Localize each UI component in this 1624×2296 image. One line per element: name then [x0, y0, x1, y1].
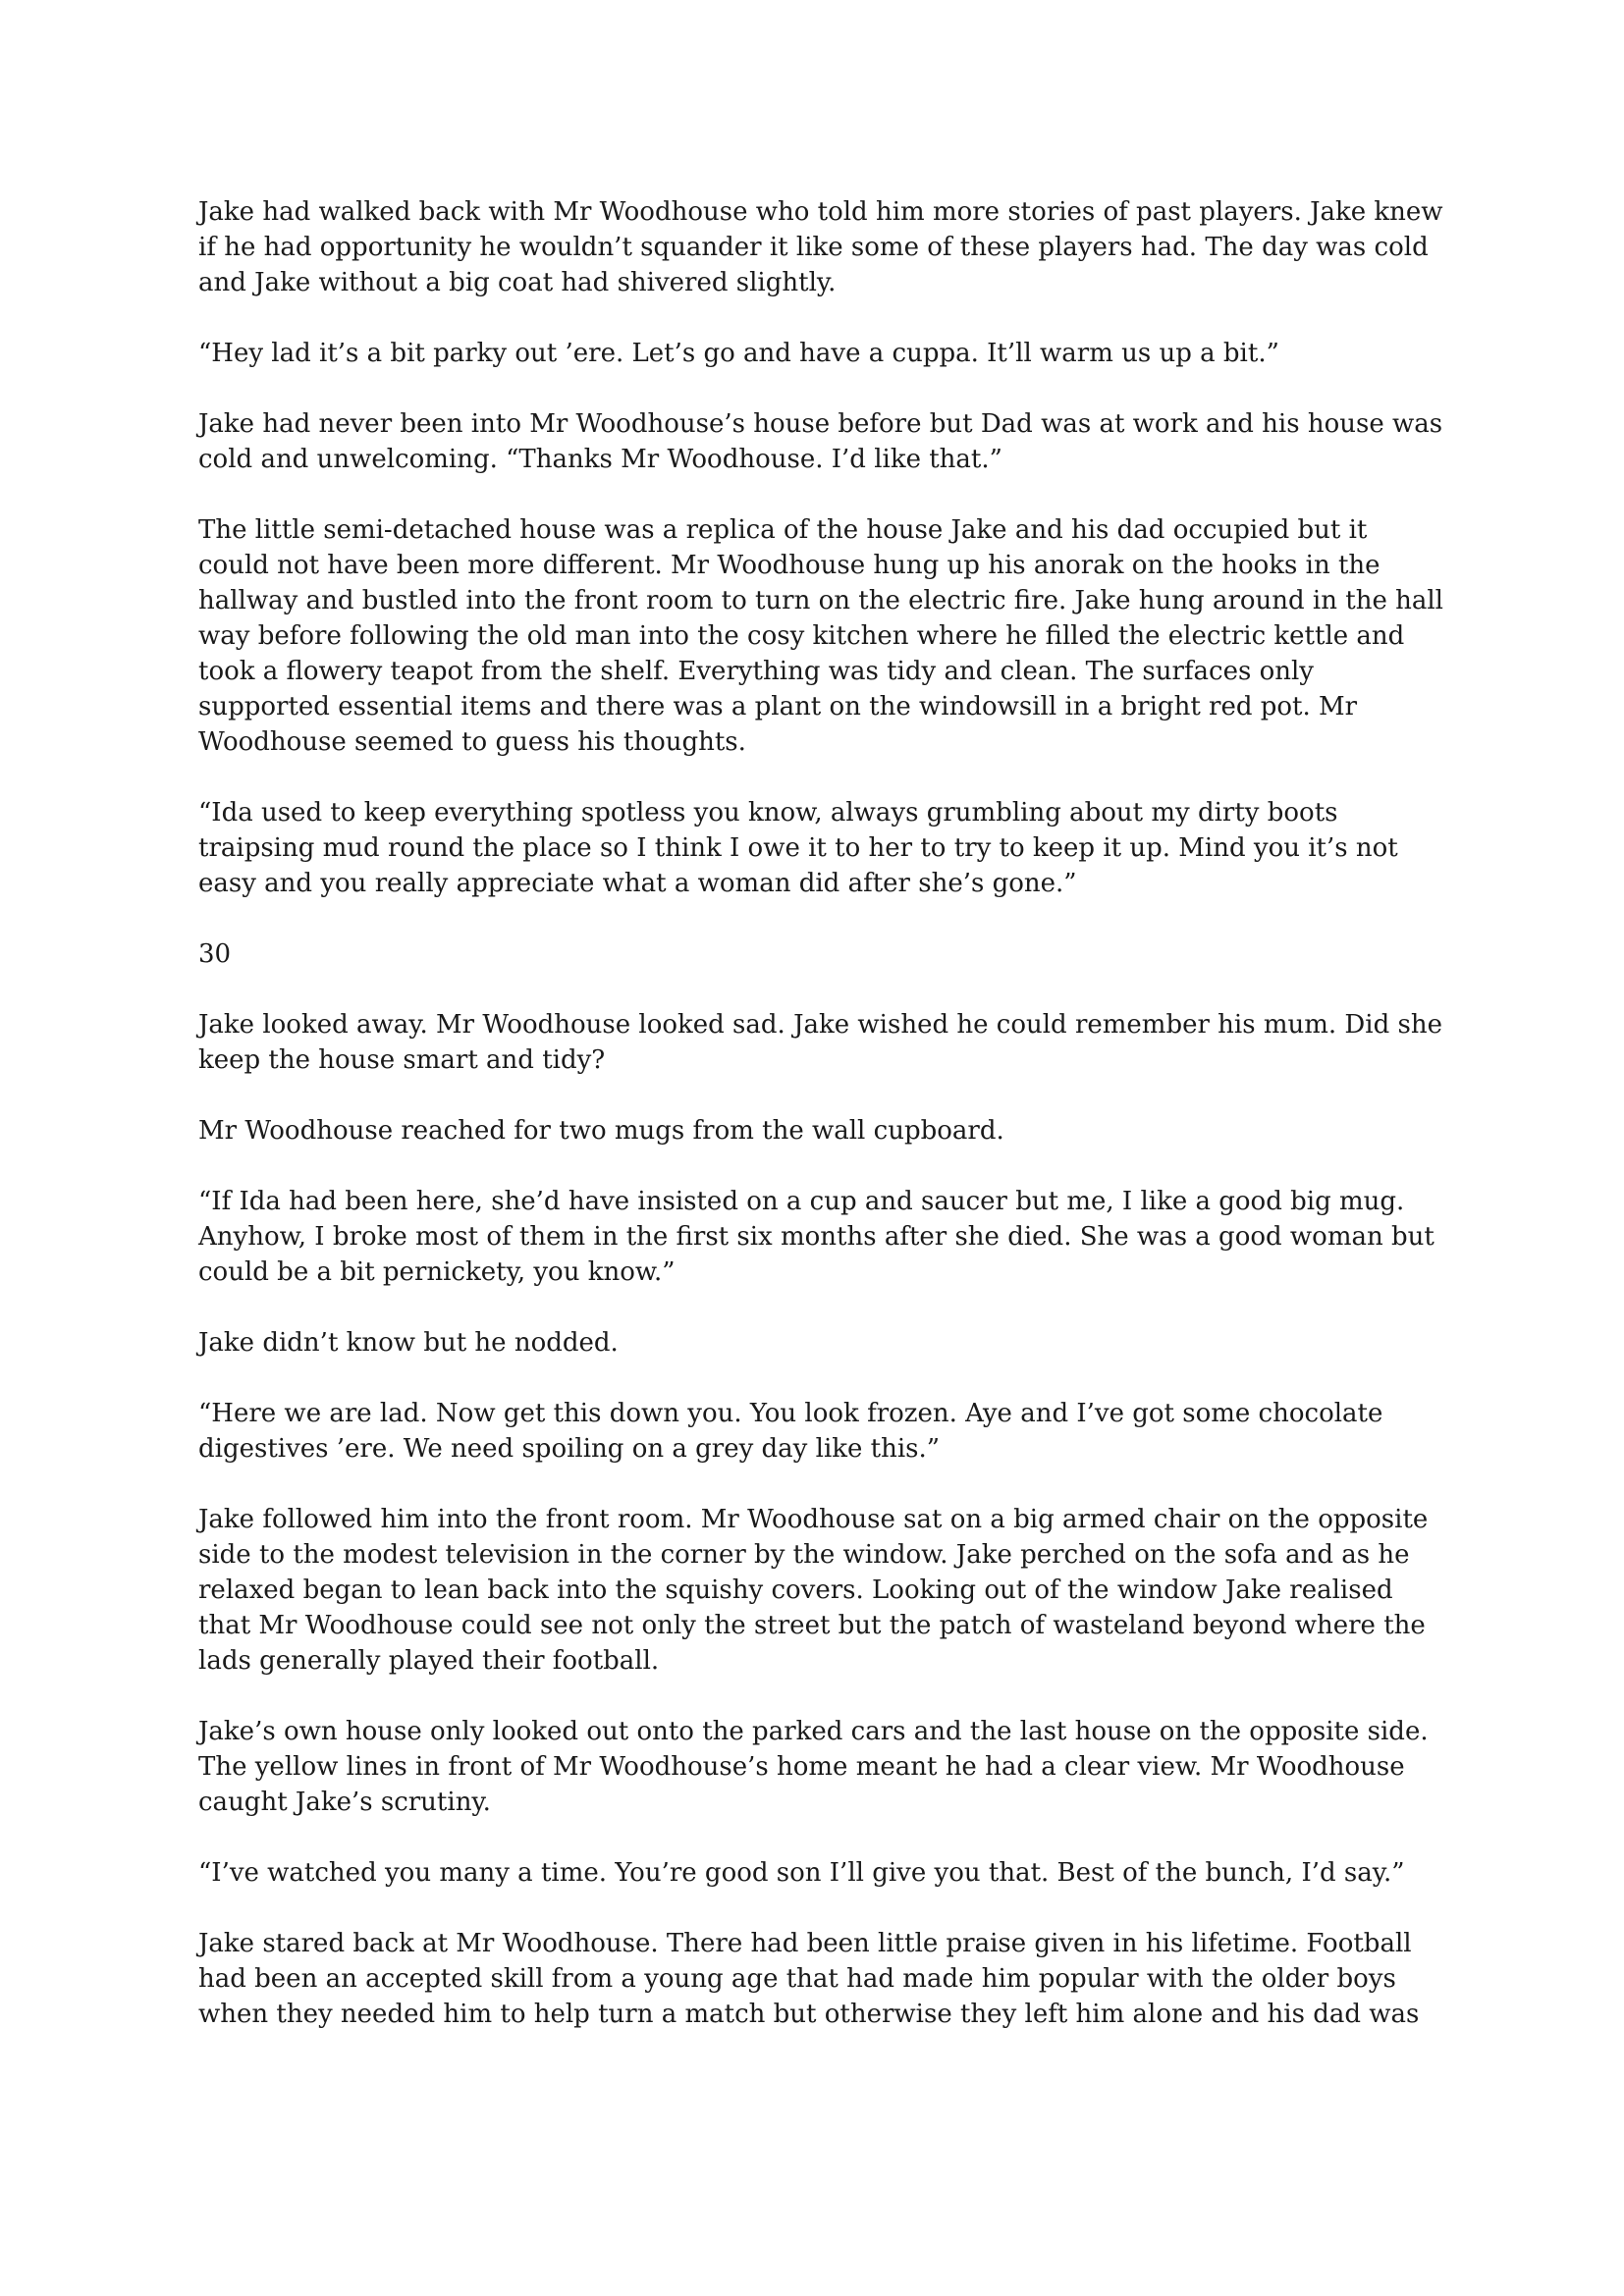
paragraph: The little semi-detached house was a replica of the house Jake and his dad occupied but it could not have been more different. Mr Woodhouse hung up his anorak on the hooks in the hallway and bustled into the front room to turn on the electric fire. Jake hung around in the hall way before following the old man into the cosy kitchen where he filled the electric kettle and took a flowery teapot from the shelf. Everything was tidy and clean. The surfaces only supported essential items and there was a plant on the windowsill in a bright red pot. Mr Woodhouse seemed to guess his thoughts. — [198, 515, 1443, 757]
paragraph: Jake didn’t know but he nodded. — [198, 1328, 619, 1358]
page-number: 30 — [198, 939, 232, 969]
paragraph: Jake stared back at Mr Woodhouse. There had been little praise given in his lifetime. Football had been an accepted skill from a young age that had made him popular with the older boys when they needed him to help turn a match but otherwise they left him alone and his dad was — [198, 1929, 1420, 2029]
paragraph: Jake had walked back with Mr Woodhouse who told him more stories of past players. Jake knew if he had opportunity he wouldn’t squander it like some of these players had. The day was cold and Jake without a big coat had shivered slightly. — [198, 197, 1443, 297]
paragraph: Jake’s own house only looked out onto the parked cars and the last house on the opposite side. The yellow lines in front of Mr Woodhouse’s home meant he had a clear view. Mr Woodhouse caught Jake’s scrutiny. — [198, 1717, 1429, 1817]
paragraph: Jake followed him into the front room. Mr Woodhouse sat on a big armed chair on the opposite side to the modest television in the corner by the window. Jake perched on the sofa and as he relaxed began to lean back into the squishy covers. Looking out of the window Jake realised that Mr Woodhouse could see not only the street but the patch of wasteland beyond where the lads generally played their football. — [198, 1505, 1429, 1676]
paragraph: “Hey lad it’s a bit parky out ’ere. Let’s go and have a cuppa. It’ll warm us up a bit.” — [198, 339, 1279, 368]
page-content — [198, 194, 1445, 2067]
paragraph: Jake looked away. Mr Woodhouse looked sad. Jake wished he could remember his mum. Did she keep the house smart and tidy? — [198, 1010, 1442, 1075]
paragraph: Jake had never been into Mr Woodhouse’s house before but Dad was at work and his house was cold and unwelcoming. “Thanks Mr Woodhouse. I’d like that.” — [198, 409, 1443, 474]
paragraph: “Ida used to keep everything spotless you know, always grumbling about my dirty boots traipsing mud round the place so I think I owe it to her to try to keep it up. Mind you it’s not easy and you really appreciate what a woman did after she’s gone.” — [198, 798, 1398, 898]
paragraph: “Here we are lad. Now get this down you. You look frozen. Aye and I’ve got some chocolate digestives ’ere. We need spoiling on a grey day like this.” — [198, 1399, 1383, 1464]
paragraph: “I’ve watched you many a time. You’re good son I’ll give you that. Best of the bunch, I’d say.” — [198, 1858, 1405, 1888]
paragraph: “If Ida had been here, she’d have insisted on a cup and saucer but me, I like a good big mug. Anyhow, I broke most of them in the first six months after she died. She was a good woman but could be a bit pernickety, you know.” — [198, 1187, 1435, 1287]
paragraph: Mr Woodhouse reached for two mugs from the wall cupboard. — [198, 1116, 1004, 1146]
